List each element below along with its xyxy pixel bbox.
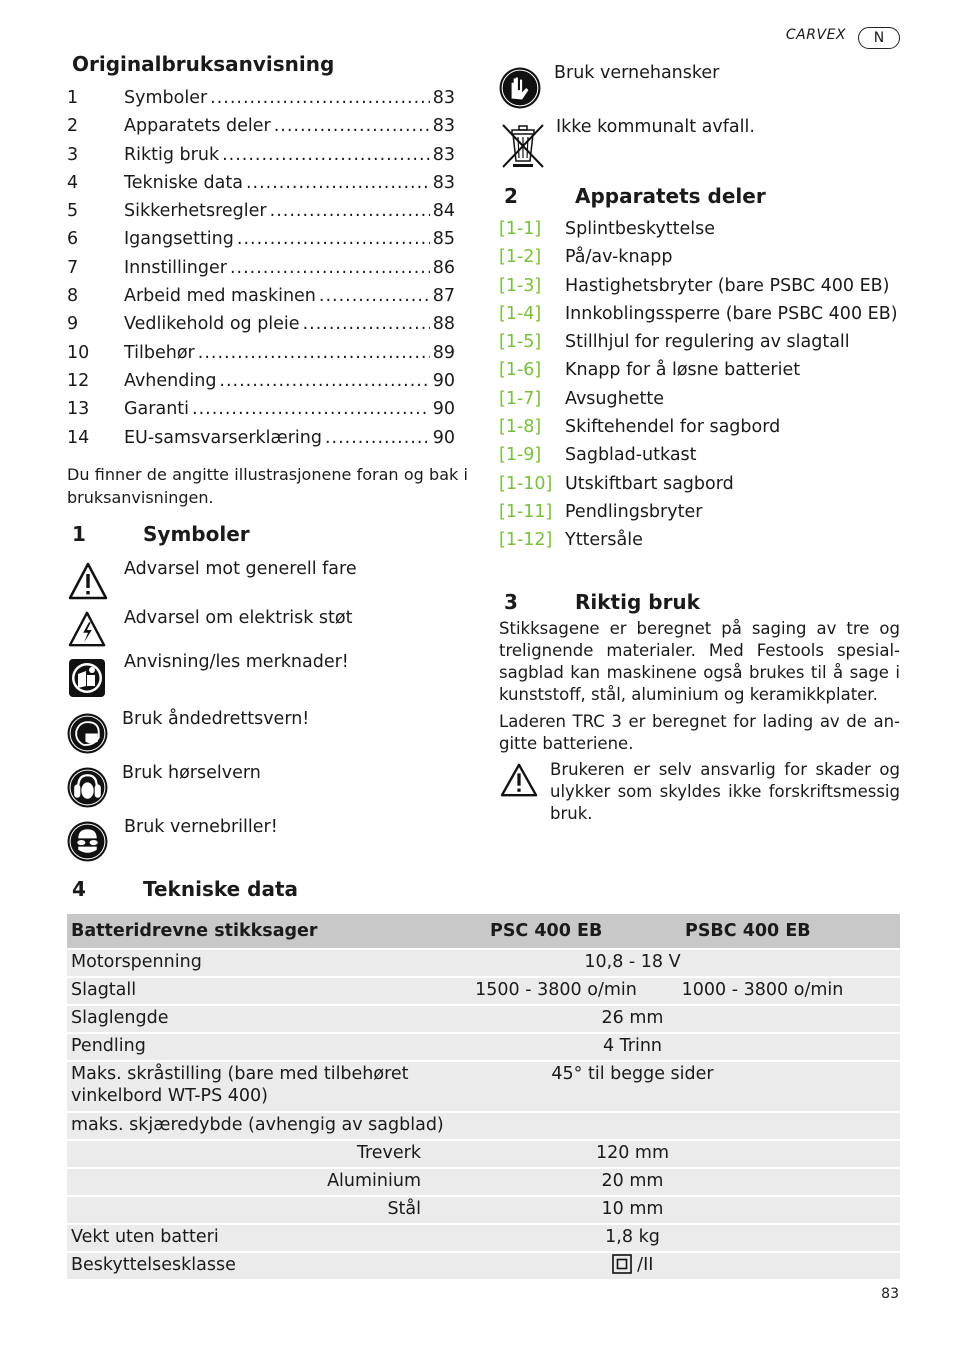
toc-entry-title: Arbeid med maskinen: [124, 286, 316, 307]
safety-goggles-icon: [67, 821, 108, 862]
list-item: [499, 218, 901, 240]
part-reference: [1-7]: [499, 388, 542, 409]
toc-entry-page: 83: [432, 116, 455, 137]
table-row: [67, 1005, 900, 1033]
section-heading-usage: [504, 590, 700, 614]
part-name: Skiftehendel for sagbord: [565, 417, 781, 438]
respirator-icon: [67, 713, 108, 754]
row-label: Maks. skråstilling (bare med tilbehøret vinkelbord WT-PS 400): [67, 1061, 451, 1112]
toc-leader-dots: [198, 343, 430, 363]
row-value: 10 mm: [451, 1196, 900, 1224]
list-item: [499, 529, 901, 551]
page-number: 83: [881, 1286, 899, 1302]
toc-entry-number: 10: [67, 342, 90, 363]
row-value: 26 mm: [451, 1005, 900, 1033]
part-reference: [1-6]: [499, 360, 542, 381]
section-number: 4: [72, 877, 86, 901]
symbol-text-goggles: Bruk vernebriller!: [124, 817, 278, 837]
table-row: [67, 1061, 900, 1112]
row-label: Slaglengde: [67, 1005, 451, 1033]
section-heading-tech: [72, 877, 298, 901]
toc-entry[interactable]: [67, 258, 455, 286]
toc-entry-number: 9: [67, 314, 79, 335]
toc-entry[interactable]: [67, 428, 455, 456]
toc-entry[interactable]: [67, 343, 455, 371]
symbol-text-respirator: Bruk åndedrettsvern!: [122, 709, 310, 729]
part-name: Stillhjul for regulering av slagtall: [565, 332, 850, 353]
toc-entry[interactable]: [67, 399, 455, 427]
section-heading-symbols: [72, 522, 250, 546]
toc-entry-title: Tilbehør: [124, 342, 195, 363]
row-value: 20 mm: [451, 1168, 900, 1196]
toc-entry[interactable]: [67, 173, 455, 201]
section-title: Apparatets deler: [575, 184, 766, 208]
language-badge: N: [858, 27, 900, 49]
toc-entry-number: 5: [67, 201, 79, 222]
toc-entry-page: 83: [432, 88, 455, 108]
list-item: [499, 331, 901, 353]
row-value: 10,8 - 18 V: [451, 949, 900, 977]
toc-entry-number: 12: [67, 370, 90, 391]
part-reference: [1-8]: [499, 417, 542, 438]
read-manual-icon: [68, 658, 106, 698]
toc-title: Originalbruksanvisning: [72, 52, 335, 76]
protection-class-text: /II: [637, 1255, 654, 1275]
toc-entry-page: 86: [432, 257, 455, 278]
part-name: Innkoblingssperre (bare PSBC 400 EB): [565, 303, 898, 324]
double-insulation-icon: [612, 1254, 632, 1274]
toc-entry-title: Symboler: [124, 88, 208, 108]
toc-entry-title: Avhending: [124, 370, 217, 391]
section-title: Symboler: [143, 522, 250, 546]
row-value: [451, 1252, 900, 1280]
row-label: Vekt uten batteri: [67, 1224, 451, 1252]
toc-entry[interactable]: [67, 314, 455, 342]
toc-leader-dots: [274, 116, 430, 136]
toc-leader-dots: [210, 88, 430, 108]
part-reference: [1-1]: [499, 219, 542, 239]
toc-entry-title: Igangsetting: [124, 229, 234, 250]
part-reference: [1-4]: [499, 303, 542, 324]
usage-paragraph-2: Laderen TRC 3 er beregnet for lading av de an-gitte batteriene.: [499, 712, 900, 753]
section-number: 2: [504, 184, 518, 208]
section-title: Riktig bruk: [575, 590, 700, 614]
toc-leader-dots: [319, 286, 430, 306]
toc-entry-page: 90: [432, 370, 455, 391]
table-row: [67, 949, 900, 977]
part-name: Splintbeskyttelse: [565, 219, 715, 239]
toc-leader-dots: [219, 371, 429, 391]
row-label: Treverk: [67, 1140, 451, 1168]
symbol-text-bin: Ikke kommunalt avfall.: [556, 117, 755, 137]
usage-paragraph-1: Stikksagene er beregnet på saging av tre og trelignende materialer. Med Festools spesial-sagblad kan maskinene også brukes til å sage i kunststoff, stål, aluminium og keramikkplater.: [499, 619, 900, 704]
table-row: [67, 1252, 900, 1280]
list-item: [499, 501, 901, 523]
toc-entry-title: Tekniske data: [124, 172, 243, 193]
usage-warning-text: Brukeren er selv ansvarlig for skader og ulykker som skyldes ikke forskriftsmessig bruk.: [550, 760, 900, 823]
toc-entry-number: 4: [67, 172, 79, 193]
toc-entry-number: 14: [67, 427, 90, 448]
symbol-text-read-manual: Anvisning/les merknader!: [124, 652, 349, 672]
symbol-text-ear-protection: Bruk hørselvern: [122, 763, 261, 783]
toc-entry-title: Sikkerhetsregler: [124, 201, 267, 222]
part-name: Yttersåle: [565, 530, 643, 551]
part-reference: [1-12]: [499, 530, 553, 551]
table-header-cell: PSBC 400 EB: [661, 914, 900, 949]
toc-entry-page: 83: [432, 172, 455, 193]
toc-entry-title: Innstillinger: [124, 257, 227, 278]
table-row: [67, 1224, 900, 1252]
row-value: 4 Trinn: [451, 1033, 900, 1061]
table-row: [67, 977, 900, 1005]
symbol-text-general-hazard: Advarsel mot generell fare: [124, 559, 357, 579]
row-label: Pendling: [67, 1033, 451, 1061]
part-reference: [1-11]: [499, 501, 553, 522]
brand-label: CARVEX: [785, 27, 846, 43]
toc-leader-dots: [222, 145, 430, 165]
part-name: På/av-knapp: [565, 247, 673, 268]
row-value: 45° til begge sider: [451, 1061, 900, 1112]
list-item: [499, 246, 901, 268]
toc-entry-title: Apparatets deler: [124, 116, 271, 137]
toc-leader-dots: [270, 201, 430, 221]
list-item: [499, 359, 901, 381]
toc-leader-dots: [192, 399, 430, 419]
part-name: Utskiftbart sagbord: [565, 473, 734, 494]
table-of-contents: [67, 88, 455, 456]
parts-list: [499, 218, 901, 558]
table-header-cell: PSC 400 EB: [451, 914, 661, 949]
table-row: [67, 1112, 900, 1140]
electric-shock-icon: [68, 610, 106, 648]
toc-entry[interactable]: [67, 201, 455, 229]
table-header-cell: Batteridrevne stikksager: [67, 914, 451, 949]
list-item: [499, 275, 901, 297]
crossed-bin-icon: [499, 121, 547, 173]
toc-entry-title: Garanti: [124, 399, 190, 420]
toc-leader-dots: [246, 173, 430, 193]
tech-data-table: [67, 914, 900, 1281]
part-name: Hastighetsbryter (bare PSBC 400 EB): [565, 275, 890, 296]
toc-entry[interactable]: [67, 286, 455, 314]
row-label: maks. skjæredybde (avhengig av sagblad): [67, 1112, 900, 1140]
table-row: [67, 1033, 900, 1061]
toc-entry-title: EU-samsvarserklæring: [124, 427, 322, 448]
toc-entry-page: 87: [432, 286, 455, 307]
row-label: Aluminium: [67, 1168, 451, 1196]
toc-entry-number: 6: [67, 229, 79, 250]
part-reference: [1-2]: [499, 247, 542, 268]
toc-entry-page: 90: [432, 427, 455, 448]
part-reference: [1-10]: [499, 473, 553, 494]
part-reference: [1-9]: [499, 445, 542, 466]
illustration-note: Du finner de angitte illustrasjonene foran og bak i bruksanvisningen.: [67, 465, 468, 507]
row-label: Motorspenning: [67, 949, 451, 977]
list-item: [499, 473, 901, 495]
list-item: [499, 303, 901, 325]
toc-leader-dots: [303, 314, 430, 334]
gloves-icon: [499, 67, 541, 109]
toc-entry[interactable]: [67, 116, 455, 144]
ear-protection-icon: [67, 767, 108, 808]
toc-leader-dots: [230, 258, 430, 278]
part-name: Pendlingsbryter: [565, 501, 703, 522]
toc-entry-page: 88: [432, 314, 455, 335]
toc-entry[interactable]: [67, 229, 455, 257]
toc-leader-dots: [325, 428, 430, 448]
row-value: 1500 - 3800 o/min: [451, 977, 661, 1005]
part-reference: [1-3]: [499, 275, 542, 296]
toc-entry-page: 85: [432, 229, 455, 250]
table-row: [67, 1196, 900, 1224]
table-row: [67, 1168, 900, 1196]
toc-entry-number: 1: [67, 88, 79, 108]
row-label: Slagtall: [67, 977, 451, 1005]
toc-entry-number: 3: [67, 144, 79, 165]
symbol-text-electric-shock: Advarsel om elektrisk støt: [124, 608, 353, 628]
row-value: 120 mm: [451, 1140, 900, 1168]
row-label: Beskyttelsesklasse: [67, 1252, 451, 1280]
toc-leader-dots: [237, 229, 430, 249]
toc-entry[interactable]: [67, 145, 455, 173]
list-item: [499, 444, 901, 466]
section-number: 3: [504, 590, 518, 614]
toc-entry-page: 84: [432, 201, 455, 222]
toc-entry[interactable]: [67, 88, 455, 116]
toc-entry-title: Vedlikehold og pleie: [124, 314, 300, 335]
list-item: [499, 416, 901, 438]
row-label: Stål: [67, 1196, 451, 1224]
list-item: [499, 388, 901, 410]
table-header-row: [67, 914, 900, 949]
table-row: [67, 1140, 900, 1168]
section-heading-parts: [504, 184, 766, 208]
toc-entry-title: Riktig bruk: [124, 144, 220, 165]
section-number: 1: [72, 522, 86, 546]
toc-entry-page: 89: [432, 342, 455, 363]
toc-entry-number: 13: [67, 399, 90, 420]
toc-entry-number: 7: [67, 257, 79, 278]
part-name: Avsughette: [565, 388, 664, 409]
toc-entry-number: 2: [67, 116, 79, 137]
part-name: Sagblad-utkast: [565, 445, 697, 466]
row-value: 1000 - 3800 o/min: [661, 977, 900, 1005]
part-reference: [1-5]: [499, 332, 542, 353]
toc-entry-page: 83: [432, 144, 455, 165]
section-title: Tekniske data: [143, 877, 299, 901]
warning-triangle-icon: [68, 561, 108, 601]
row-value: 1,8 kg: [451, 1224, 900, 1252]
symbol-text-gloves: Bruk vernehansker: [554, 63, 720, 83]
part-name: Knapp for å løsne batteriet: [565, 360, 801, 381]
toc-entry[interactable]: [67, 371, 455, 399]
toc-entry-number: 8: [67, 286, 79, 307]
toc-entry-page: 90: [432, 399, 455, 420]
warning-triangle-icon: [500, 762, 538, 798]
